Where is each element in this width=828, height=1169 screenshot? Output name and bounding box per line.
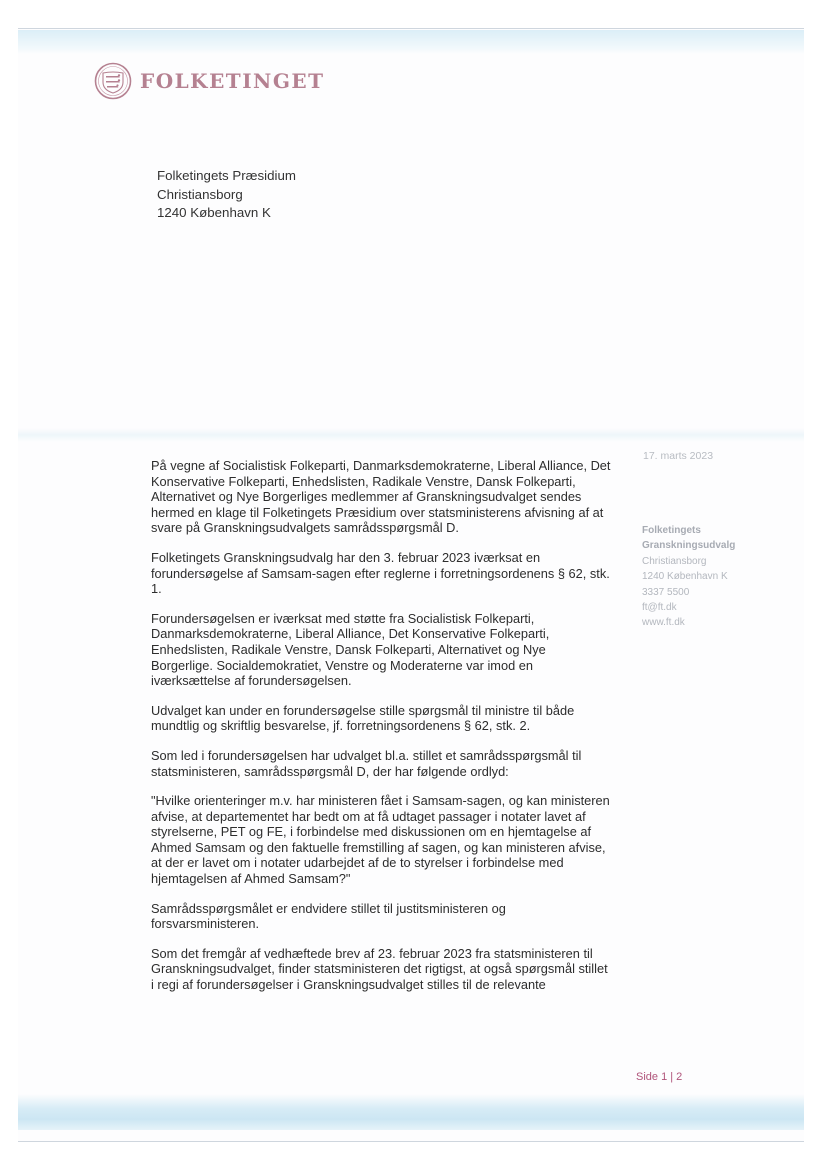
body-paragraph: Som det fremgår af vedhæftede brev af 23. februar 2023 fra statsministeren til Granskningsudvalget, finder statsministeren det rigtigst, at også spørgsmål stillet i regi af forundersøgelser i Granskningsudvalget stilles til de relevante xyxy=(151,945,608,993)
sender-name-line2: Granskningsudvalg xyxy=(642,540,736,552)
letter-body xyxy=(151,458,611,1007)
recipient-line: Folketingets Præsidium xyxy=(157,168,296,183)
body-paragraph: Udvalget kan under en forundersøgelse stille spørgsmål til ministre til både mundtlig og skriftlig besvarelse, jf. forretningsordenens § 62, stk. 2. xyxy=(151,702,575,734)
coat-of-arms-icon xyxy=(94,62,132,100)
recipient-line: Christiansborg xyxy=(157,186,243,202)
body-paragraph: På vegne af Socialistisk Folkeparti, Danmarksdemokraterne, Liberal Alliance, Det Konservative Folkeparti, Enhedslisten, Radikale Venstre, Dansk Folkeparti, Alternativet og Nye Borgerliges medlemmer af Granskningsudvalget sendes hermed en klage til Folketingets Præsidium over statsministerens afvisning af at svare på Granskningsudvalgets samrådsspørgsmål D. xyxy=(151,458,611,536)
body-paragraph: Folketingets Granskningsudvalg har den 3. februar 2023 iværksat en forundersøgelse af Samsam-sagen efter reglerne i forretningsordenens § 62, stk. 1. xyxy=(151,549,610,597)
sender-phone: 3337 5500 xyxy=(642,586,690,598)
letter-date: 17. marts 2023 xyxy=(643,450,714,462)
sender-address-line2: 1240 København K xyxy=(642,571,728,583)
sender-sidebar xyxy=(642,523,735,631)
sender-name-line1: Folketingets xyxy=(642,525,701,536)
scan-band-top xyxy=(18,30,804,54)
page-number: Side 1 | 2 xyxy=(636,1071,683,1083)
logo-text: FOLKETINGET xyxy=(140,69,325,93)
scan-band-middle xyxy=(18,428,804,442)
folketinget-logo xyxy=(94,62,325,100)
sender-website: www.ft.dk xyxy=(642,617,685,629)
recipient-line: 1240 København K xyxy=(157,205,271,220)
scan-band-bottom xyxy=(18,1094,804,1130)
recipient-address xyxy=(157,167,296,223)
quoted-question: "Hvilke orienteringer m.v. har ministeren fået i Samsam-sagen, og kan ministeren afvise, at departementet har bedt om at få udtaget passager i notater lavet af styrelserne, PET og FE, i forbindelse med diskussionen om en hjemtagelse af Ahmed Samsam og den faktuelle fremstilling af sagen, og kan ministeren afvise, at der er lavet om i notater udarbejdet af de to styrelser i forbindelse med hjemtagelsen af Ahmed Samsam?" xyxy=(151,793,610,887)
body-paragraph: Samrådsspørgsmålet er endvidere stillet til justitsministeren og forsvarsministeren. xyxy=(151,900,506,932)
sender-address-line1: Christiansborg xyxy=(642,555,707,567)
body-paragraph: Som led i forundersøgelsen har udvalget bl.a. stillet et samrådsspørgsmål til statsministeren, samrådsspørgsmål D, der har følgende ordlyd: xyxy=(151,747,582,779)
body-paragraph: Forundersøgelsen er iværksat med støtte fra Socialistisk Folkeparti, Danmarksdemokraterne, Liberal Alliance, Det Konservative Folkeparti, Enhedslisten, Radikale Venstre, Dansk Folkeparti, Alternativet og Nye Borgerlige. Socialdemokratiet, Venstre og Moderaterne var imod en iværksættelse af forundersøgelsen. xyxy=(151,610,550,689)
sender-email: ft@ft.dk xyxy=(642,602,677,614)
